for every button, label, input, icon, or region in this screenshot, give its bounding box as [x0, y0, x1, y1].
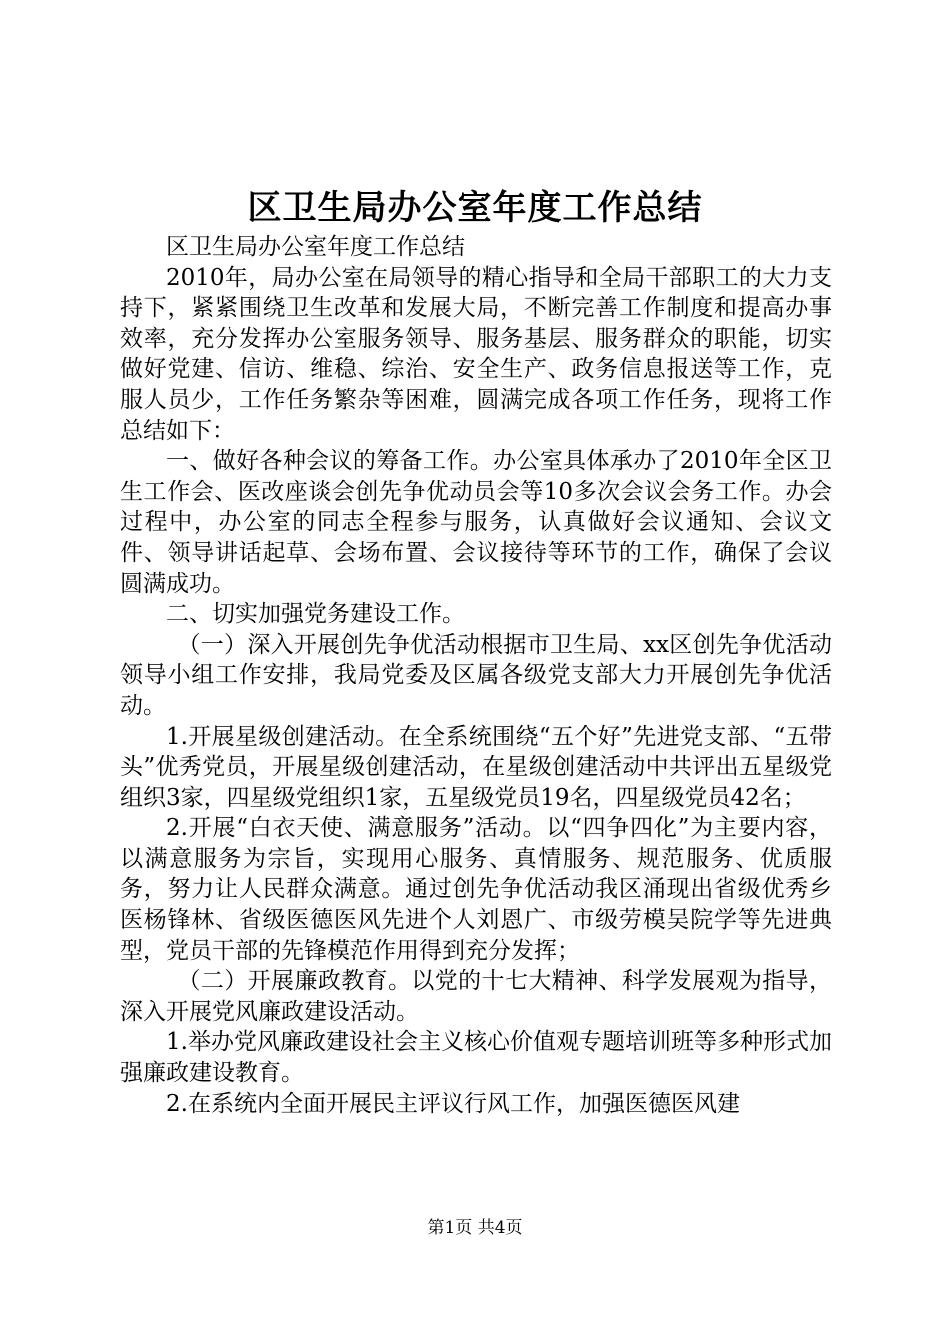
paragraph-item-1: 1.开展星级创建活动。在全系统围绕“五个好”先进党支部、“五带头”优秀党员，开展星级创建活动，在星级创建活动中共评出五星级党组织3家，四星级党组织1家，五星级党员19名，四星级党员42名；: [120, 723, 832, 811]
page-footer: 第1页 共4页: [427, 1218, 523, 1238]
paragraph-section-1: 一、做好各种会议的筹备工作。办公室具体承办了2010年全区卫生工作会、医改座谈会创先争优动员会等10多次会议会务工作。办会过程中，办公室的同志全程参与服务，认真做好会议通知、会议文件、领导讲话起草、会场布置、会议接待等环节的工作，确保了会议圆满成功。: [120, 448, 832, 597]
paragraph-intro: 2010年，局办公室在局领导的精心指导和全局干部职工的大力支持下，紧紧围绕卫生改革和发展大局，不断完善工作制度和提高办事效率，充分发挥办公室服务领导、服务基层、服务群众的职能，切实做好党建、信访、维稳、综治、安全生产、政务信息报送等工作，克服人员少，工作任务繁杂等困难，圆满完成各项工作任务，现将工作总结如下：: [120, 264, 832, 444]
paragraph-item-4: 2.在系统内全面开展民主评议行风工作，加强医德医风建: [166, 1090, 740, 1117]
paragraph-item-2: 2.开展“白衣天使、满意服务”活动。以“四争四化”为主要内容，以满意服务为宗旨，实现用心服务、真情服务、规范服务、优质服务，努力让人民群众满意。通过创先争优活动我区涌现出省级优秀乡医杨锋林、省级医德医风先进个人刘恩广、市级劳模吴院学等先进典型，党员干部的先锋模范作用得到充分发挥；: [120, 815, 832, 964]
document-body: [120, 232, 832, 1119]
paragraph-subsection-1: （一）深入开展创先争优活动根据市卫生局、xx区创先争优活动领导小组工作安排，我局党委及区属各级党支部大力开展创先争优活动。: [120, 631, 832, 719]
paragraph-subsection-2: （二）开展廉政教育。以党的十七大精神、科学发展观为指导，深入开展党风廉政建设活动。: [120, 968, 832, 1025]
paragraph-item-3: 1.举办党风廉政建设社会主义核心价值观专题培训班等多种形式加强廉政建设教育。: [120, 1029, 832, 1087]
paragraph-section-2: 二、切实加强党务建设工作。: [166, 601, 465, 628]
document-title: 区卫生局办公室年度工作总结: [247, 188, 703, 228]
paragraph-heading-repeat: 区卫生局办公室年度工作总结: [166, 234, 465, 260]
